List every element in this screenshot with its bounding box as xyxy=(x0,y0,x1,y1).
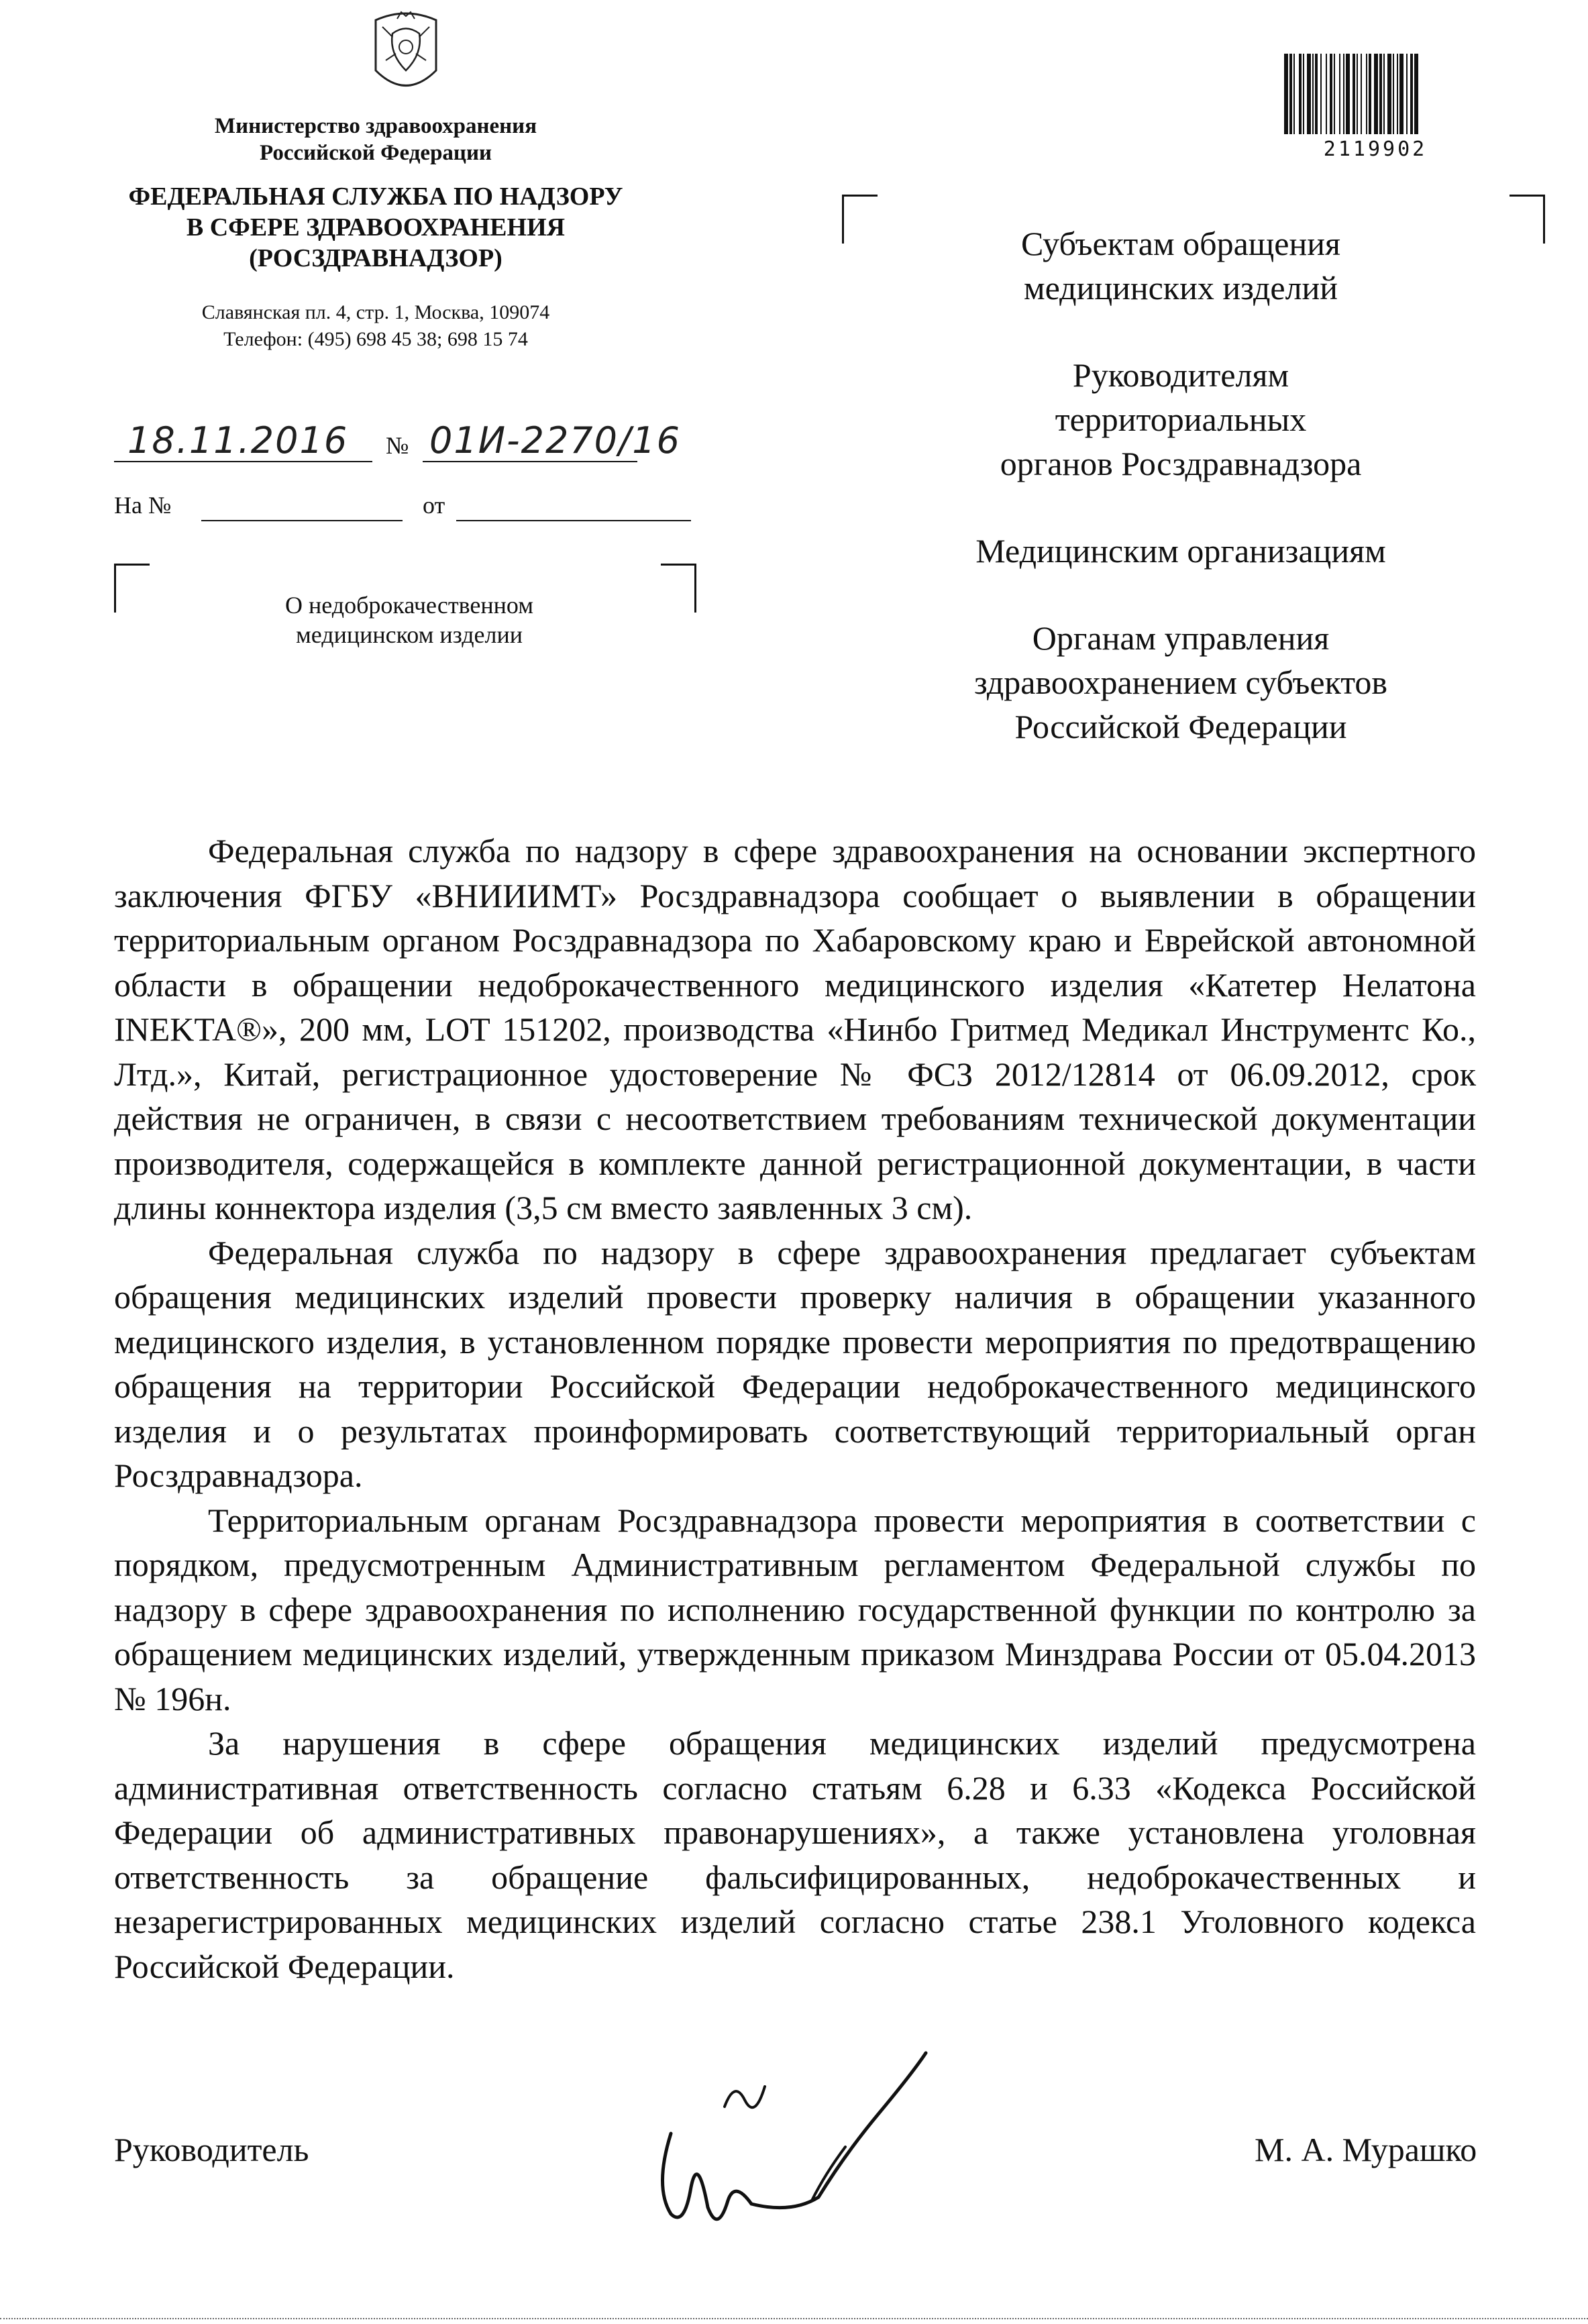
addressee-line: здравоохранением субъектов xyxy=(973,664,1388,701)
barcode-bar xyxy=(1293,54,1295,134)
signatory-title: Руководитель xyxy=(114,2131,309,2168)
barcode-bar xyxy=(1357,54,1358,134)
barcode-bar xyxy=(1383,54,1385,134)
body-paragraph-2: Федеральная служба по надзору в сфере здравоохранения предлагает субъектам обращения медицинских изделий провести проверку наличия в обращении указанного медицинского изделия, в установленном порядке провести мероприятия по предотвращению обращения на территории Российской Федерации недоброкачественного медицинского изделия и о результатах проинформировать соответствующий территориальный орган Росздравнадзора. xyxy=(114,1233,1476,1494)
service-name-line3: (РОСЗДРАВНАДЗОР) xyxy=(249,244,502,272)
barcode-bar xyxy=(1330,54,1332,134)
coat-of-arms-emblem xyxy=(356,7,456,101)
address-corner-top-left xyxy=(842,195,878,244)
barcode-bar xyxy=(1399,54,1404,134)
barcode-bar xyxy=(1315,54,1318,134)
reference-date-blank xyxy=(456,520,691,521)
barcode-bar xyxy=(1374,54,1378,134)
reference-number-label: На № xyxy=(114,492,172,519)
addressee-line: Руководителям xyxy=(1072,356,1289,394)
body-paragraph-4: За нарушения в сфере обращения медицинских изделий предусмотрена административная ответственность согласно статьям 6.28 и 6.33 «Кодекса Российской Федерации об административных правонарушениях», а также установлена уголовная ответственность за обращение фальсифицированных, недоброкачественных и незарегистрированных медицинских изделий согласно статье 238.1 Уголовного кодекса Российской Федерации. xyxy=(114,1724,1476,1985)
addressee-line: Органам управления xyxy=(1032,619,1330,657)
barcode-bar xyxy=(1406,54,1408,134)
barcode-bar xyxy=(1346,54,1350,134)
subject-line2: медицинском изделии xyxy=(295,621,523,648)
barcode-bar xyxy=(1312,54,1314,134)
barcode-bar xyxy=(1320,54,1322,134)
barcode-bar xyxy=(1289,54,1292,134)
body-paragraph-1: Федеральная служба по надзору в сфере здравоохранения на основании экспертного заключения ФГБУ «ВНИИИМТ» Росздравнадзора сообщает о выявлении в обращении территориальным органом Росздравнадзора по Хабаровскому краю и Еврейской автономной области в обращении недоброкачественного медицинского изделия «Катетер Нелатона INEKTA®», 200 мм, LOT 151202, производства «Нинбо Гритмед Медикал Инструментс Ко., Лтд.», Китай, регистрационное удостоверение № ФСЗ 2012/12814 от 06.09.2012, срок действия не ограничен, в связи с несоответствием требованиям технической документации производителя, содержащейся в комплекте данной регистрационной документации, в части длины коннектора изделия (3,5 см вместо заявленных 3 см). xyxy=(114,832,1476,1226)
address-corner-top-right xyxy=(1510,195,1545,244)
letter-subject xyxy=(134,590,684,649)
service-name-block xyxy=(81,181,671,274)
signatory-name: М. А. Мурашко xyxy=(1255,2131,1477,2168)
barcode-number: 2119902 xyxy=(1323,138,1428,161)
reference-line xyxy=(114,483,718,523)
page-bottom-rule xyxy=(0,2318,1588,2319)
barcode-bar xyxy=(1303,54,1304,134)
subject-line1: О недоброкачественном xyxy=(285,592,533,619)
barcode-bar xyxy=(1414,54,1418,134)
letterhead xyxy=(81,113,671,353)
barcode-bar xyxy=(1339,54,1340,134)
barcode-bar xyxy=(1393,54,1394,134)
document-number: 01И-2270/16 xyxy=(429,419,681,462)
barcode xyxy=(1281,54,1469,134)
addressee-line: Субъектам обращения xyxy=(1021,225,1340,262)
ministry-name-line1: Министерство здравоохранения xyxy=(214,114,537,138)
addressee-line: Российской Федерации xyxy=(1014,708,1347,745)
addressee-line: Медицинским организациям xyxy=(975,532,1386,570)
postal-address: Славянская пл. 4, стр. 1, Москва, 109074 xyxy=(201,301,550,323)
registration-line xyxy=(114,419,718,480)
barcode-bar xyxy=(1353,54,1355,134)
document-date: 18.11.2016 xyxy=(127,419,349,462)
barcode-bar xyxy=(1379,54,1382,134)
addressee-group xyxy=(886,221,1476,310)
barcode-bar xyxy=(1387,54,1391,134)
barcode-bar xyxy=(1343,54,1344,134)
number-underline xyxy=(423,461,637,462)
service-name-line1: ФЕДЕРАЛЬНАЯ СЛУЖБА ПО НАДЗОРУ xyxy=(128,182,623,211)
barcode-bar xyxy=(1397,54,1398,134)
barcode-bar xyxy=(1299,54,1302,134)
barcode-bar xyxy=(1361,54,1362,134)
addressee-line: территориальных xyxy=(1055,401,1307,438)
number-label: № xyxy=(386,432,409,459)
barcode-bar xyxy=(1284,54,1288,134)
barcode-bar xyxy=(1410,54,1413,134)
address-block xyxy=(81,299,671,353)
body-paragraph-3: Территориальным органам Росздравнадзора провести мероприятия в соответствии с порядком, предусмотренным Административным регламентом Федеральной службы по надзору в сфере здравоохранения по исполнению государственной функции по контролю за обращением медицинских изделий, утвержденным приказом Минздрава России от 05.04.2013 № 196н. xyxy=(114,1501,1476,1718)
reference-date-label: от xyxy=(423,492,445,519)
barcode-bar xyxy=(1307,54,1311,134)
addressee-line: медицинских изделий xyxy=(1023,269,1338,307)
addressee-block xyxy=(886,221,1476,792)
barcode-bar xyxy=(1334,54,1335,134)
addressee-line: органов Росздравнадзора xyxy=(1000,445,1362,482)
handwritten-signature xyxy=(590,1932,939,2281)
addressee-group xyxy=(886,353,1476,486)
service-name-line2: В СФЕРЕ ЗДРАВООХРАНЕНИЯ xyxy=(186,213,566,242)
reference-number-blank xyxy=(201,520,403,521)
addressee-group xyxy=(886,529,1476,573)
letter-body xyxy=(114,829,1476,1989)
addressee-group xyxy=(886,616,1476,749)
barcode-bar xyxy=(1369,54,1371,134)
date-underline xyxy=(114,461,372,462)
ministry-name-line2: Российской Федерации xyxy=(260,141,492,165)
phone-numbers: Телефон: (495) 698 45 38; 698 15 74 xyxy=(223,328,528,350)
barcode-bar xyxy=(1366,54,1367,134)
barcode-bar xyxy=(1326,54,1327,134)
